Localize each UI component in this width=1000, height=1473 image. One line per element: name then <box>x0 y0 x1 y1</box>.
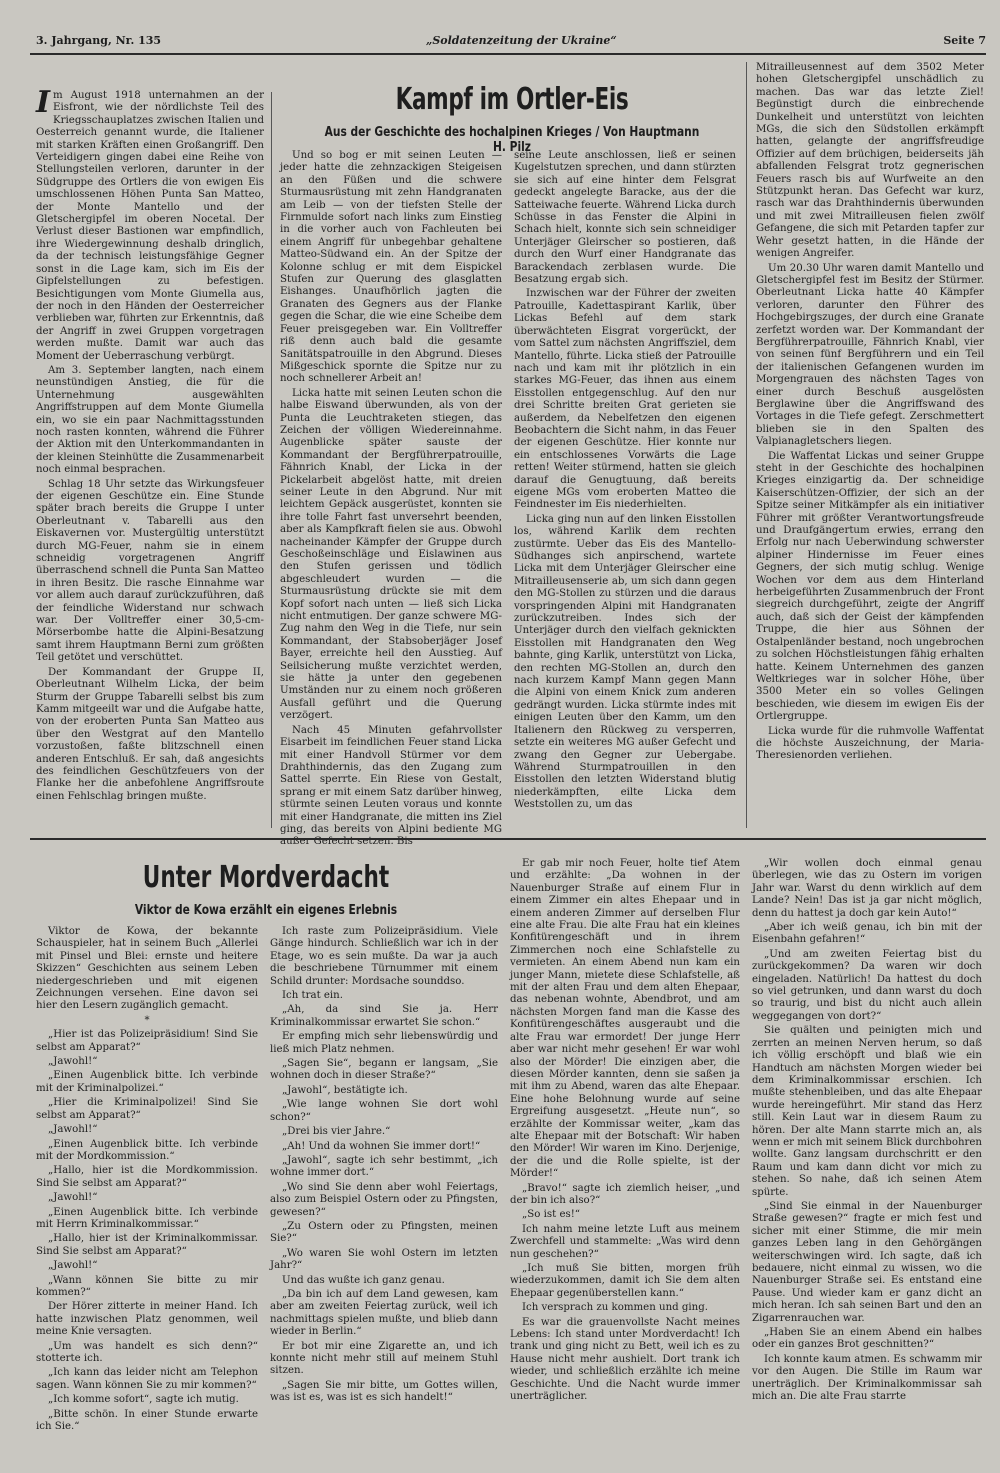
article1-col3-p0: seine Leute anschlossen, ließ er seinen Kugelstutzen sprechen, und dann stürzten sie sich auf eine hinter dem Felsgrat gedeckt angelegte Baracke, aus der die Satteiwache feuerte. Während Licka durch Schüsse in das Fenster die Alpini in Schach hielt, konnte sich sein schneidiger Unterjäger Gleirscher so postieren, daß durch den Wurf einer Handgranate das Barackendach zerblasen wurde. Die Besatzung ergab sich. <box>514 150 736 286</box>
article2-col2-p1: Ich trat ein. <box>282 990 343 1002</box>
article1-column-1 <box>36 85 264 830</box>
article2-col1-p16: „Ich kann das leider nicht am Telephon sagen. Wann können Sie zu mir kommen?“ <box>36 1367 258 1391</box>
article1-col4-p1: Um 20.30 Uhr waren damit Mantello und Gletschergipfel fest im Besitz der Stürmer. Oberleutnant Licka hatte 40 Kämpfer verloren, darunter den Führer des Hochgebirgszuges, der durch eine Granate zerfetzt worden war. Der Kommandant der Bergführerpatrouille, Fähnrich Knabl, vier von seinen fünf Bergführern und ein Teil der italienischen Gefangenen wurden im Morgengrauen des nächsten Tages von einer durch Beschuß ausgelösten Berglawine über die Angriffswand des Vortages in die Tiefe gefegt. Zerschmettert blieben sie in den Spalten des Valpianagletschers liegen. <box>756 262 984 448</box>
article2-col2-p16: „Sagen Sie mir bitte, um Gottes willen, was ist es, was ist es sich handelt!“ <box>270 1379 498 1404</box>
article2-col1-p6: „Jawohl!“ <box>48 1124 98 1136</box>
article2-col1-p18: „Bitte schön. In einer Stunde erwarte ich Sie.“ <box>36 1408 258 1433</box>
article1-col3-p2: Licka ging nun auf den linken Eisstollen los, während Karlik dem rechten zustürmte. Ueber das Eis des Mantello-Südhanges sich anpirschend, wartete Licka mit dem Unterjäger Gleirscher eine Mitrailleusenserie ab, um sich dann gegen den MG-Stollen zu stürzen und die daraus vorspringenden Alpini mit Handgranaten zurückzutreiben. Indes sich der Unterjäger durch den vielfach geknickten Eisstollen mit Handgranaten den Weg bahnte, ging Karlik, unterstützt von Licka, den rechten MG-Stollen an, durch den nach kurzem Kampf Mann gegen Mann die Alpini von einem Knick zum anderen gedrängt wurden. Licka stürmte indes mit einigen Leuten über den Kamm, um den Italienern den Rückweg zu versperren, setzte ein weiteres MG außer Gefecht und zwang den Gegner zur Uebergabe. Während Sturmpatrouillen in den Eisstollen den letzten Widerstand blutig niederkämpften, eilte Licka dem Weststollen zu, um das <box>514 513 736 811</box>
article2-col4-p3: Sie quälten und peinigten mich und zerrten an meinen Nerven herum, so daß ich völlig erschöpft und blaß wie ein Handtuch am nächsten Morgen wieder bei dem Kriminalkommissar erschien. Ich mußte stehenbleiben, und das alte Ehepaar wurde hereingeführt. Mir stand das Herz still. Kein Laut war in diesem Raum zu hören. Der alte Mann starrte mich an, als wenn er mich mit seinem Blick durchbohren wollte. Ganz langsam durchschritt er den Raum und kam dann dicht vor mich zu stehen. So nahe, daß ich seinen Atem spürte. <box>752 1025 982 1198</box>
article2-col3-p3: Ich nahm meine letzte Luft aus meinem Zwerchfell und stammelte: „Was wird denn nun geschehen?“ <box>510 1223 740 1260</box>
page-number: Seite 7 <box>943 34 986 47</box>
article1-column-3 <box>514 150 736 830</box>
article2-col2-p5: „Jawohl“, bestätigte ich. <box>282 1084 408 1096</box>
article1-col2-p2: Nach 45 Minuten gefahrvollster Eisarbeit im feindlichen Feuer stand Licka mit einer Handvoll Stürmer vor dem Drahthindernis, das den Zugang zum Sattel sperrte. Ein Riese von Gestalt, sprang er mit einem Satz darüber hinweg, stürmte seinen Leuten voraus und konnte mit einer Handgranate, die mitten ins Ziel ging, das bereits von Alpini bediente MG außer Gefecht setzen. Bis <box>280 724 502 848</box>
article2-col3-p0: Er gab mir noch Feuer, holte tief Atem und erzählte: „Da wohnen in der Nauenburger Straße auf einem Flur in einem Zimmer ein altes Ehepaar und in einem anderen Zimmer auf derselben Flur eine alte Frau. Die alte Frau hat ein kleines Konfitürengeschäft und in ihrem Zimmerchen noch eine Schlafstelle zu vermieten. An einem Abend nun kam ein junger Mann, mietete diese Schlafstelle, aß mit der alten Frau und dem alten Ehepaar, das nebenan wohnte, Abendbrot, und am nächsten Morgen fand man die Kasse des Konfitürengeschäftes ausgeraubt und die alte Frau war ermordet! Der junge Herr aber war nicht mehr gesehen! Er war wohl also der Mörder! Die einzigen aber, die diesen Mörder kannten, denn sie saßen ja mit ihm zu Abend, waren das alte Ehepaar. Eine hohe Belohnung wurde auf seine Ergreifung ausgesetzt. „Heute nun“, so erzählte der Kommissar weiter, „kam das alte Ehepaar mit der Botschaft: Wir haben den Mörder! Wir waren im Kino. Derjenige, der die und die Rolle spielte, ist der Mörder!“ <box>510 858 740 1180</box>
article2-col1-p4: „Einen Augenblick bitte. Ich verbinde mit der Kriminalpolizei.“ <box>36 1070 258 1094</box>
article2-col1-p5: „Hier die Kriminalpolizei! Sind Sie selbst am Apparat?“ <box>36 1097 258 1121</box>
article1-title: Kampf im Ortler-Eis <box>395 82 629 117</box>
article2-col3-p2: „So ist es!“ <box>522 1209 581 1221</box>
article2-col4-p6: Ich konnte kaum atmen. Es schwamm mir vor den Augen. Die Stille im Raum war unerträglich. Der Kriminalkommissar sah mich an. Die alte Frau starrte <box>752 1353 982 1403</box>
article2-col1-p2: „Hier ist das Polizeipräsidium! Sind Sie selbst am Apparat?“ <box>36 1029 258 1053</box>
article2-col3-p1: „Bravo!“ sagte ich ziemlich heiser, „und der bin ich also?“ <box>510 1182 740 1206</box>
header-rule <box>30 53 986 55</box>
drop-cap: I <box>36 85 51 120</box>
article2-col1-p11: „Hallo, hier ist der Kriminalkommissar. Sind Sie selbst am Apparat?“ <box>36 1233 258 1257</box>
article1-column-2 <box>280 150 502 848</box>
column-divider <box>746 62 747 828</box>
article2-col2-p11: „Zu Ostern oder zu Pfingsten, meinen Sie?“ <box>270 1220 498 1245</box>
article1-col1-p0: m August 1918 unternahmen an der Eisfront, wie der nördlichste Teil des Kriegsschauplatzes zwischen Italien und Oesterreich genannt wurde, die Italiener mit starken Kräften einen Großangriff. Den Verteidigern gingen dabei eine Reihe von Stellungsteilen verloren, darunter in der Südgruppe des Ortlers die von ewigen Eis umschlossenen Höhen Punta San Matteo, der Monte Mantello und der Gletschergipfel im oberen Nocetal. Der Verlust dieser Bastionen war empfindlich, ihre Wiedergewinnung deshalb dringlich, da der technisch leistungsfähige Gegner sonst in die Lage kam, sich im Eis der Gipfelstellungen zu befestigen. Besichtigungen vom Monte Giumella aus, der noch in den Händen der Oesterreicher verblieben war, führten zur Erkenntnis, daß der Angriff in zwei Gruppen vorgetragen werden mußte. Damit war auch das Moment der Ueberraschung verbürgt. <box>36 90 264 362</box>
article2-column-1 <box>36 926 258 1456</box>
article2-col4-p4: „Sind Sie einmal in der Nauenburger Straße gewesen?“ fragte er mich fest und sicher mit einer Stimme, die mir mein ganzes Leben lang in den Gehörgängen weiterschwingen wird. Ich sagte, daß ich bedauere, nicht einmal zu wissen, wo die Nauenburger Straße sei. Es entstand eine Pause. Und wieder kam er ganz dicht an mich heran. Ich sah seinen Bart und den an Zigarrenrauchen war. <box>752 1200 982 1324</box>
article2-col2-p12: „Wo waren Sie wohl Ostern im letzten Jahr?“ <box>270 1247 498 1272</box>
article1-col1-p1: Am 3. September langten, nach einem neunstündigen Anstieg, die für die Unternehmung ausgewählten Angriffstruppen auf dem Monte Giumella ein, wo sie ein paar Nachmittagsstunden noch rasten konnten, während die Führer der Aktion mit den Unterkommandanten in der kleinen Steinhütte die Zusammenarbeit noch einmal besprachen. <box>36 364 264 476</box>
article2-col4-p2: „Und am zweiten Feiertag bist du zurückgekommen? Da waren wir doch eingeladen. Natürlich! Da hattest du doch so viel getrunken, und dann warst du doch so traurig, und bist du nicht auch allein weggegangen von dort?“ <box>752 948 982 1022</box>
article2-col2-p0: Ich raste zum Polizeipräsidium. Viele Gänge hindurch. Schließlich war ich in der Etage, wo es sein mußte. Da war ja auch die beschriebene Türnummer mit einem Schild drunter: Mordsache sounddso. <box>270 926 498 987</box>
article2-col1-p15: „Um was handelt es sich denn?“ stotterte ich. <box>36 1340 258 1364</box>
article1-col1-p0-wrap <box>36 85 264 363</box>
issue-number: 3. Jahrgang, Nr. 135 <box>36 34 162 47</box>
article1-col1-p3: Der Kommandant der Gruppe II, Oberleutnant Wilhelm Licka, der beim Sturm der Gruppe Tabarelli selbst bis zum Kamm mitgeeilt war und die Aufgabe hatte, von der eroberten Punta San Matteo aus über den Westgrat auf den Mantello vorzustoßen, faßte blitzschnell einen anderen Entschluß. Er sah, daß angesichts des feindlichen Geschützfeuers von der Flanke her die anbefohlene Angriffsroute einen Fehlschlag bringen mußte. <box>36 666 264 802</box>
article2-col1-p9: „Jawohl!“ <box>48 1192 98 1204</box>
article2-column-3 <box>510 858 740 1456</box>
article2-col2-p15: Er bot mir eine Zigarette an, und ich konnte nicht mehr still auf meinem Stuhl sitzen. <box>270 1340 498 1377</box>
article1-col4-p2: Die Waffentat Lickas und seiner Gruppe steht in der Geschichte des hochalpinen Krieges einzigartig da. Der schneidige Kaiserschützen-Offizier, der sich an der Spitze seiner Mitkämpfer als ein initiativer Führer mit größter Verantwortungsfreude und Draufgängertum erwies, errang den Erfolg nur nach Ueberwindung schwerster alpiner Hindernisse im Feuer eines Gegners, der sich mutig schlug. Wenige Wochen vor dem aus dem Hinterland herbeigeführten Zusammenbruch der Front siegreich durchgeführt, zeigte der Angriff auch, daß sich der Geist der kämpfenden Truppe, die hier aus Söhnen der Ostalpenländer bestand, noch ungebrochen zu solchen Höchstleistungen fähig erhalten hatte. Keinem Unternehmen des ganzen Weltkrieges war in solcher Höhe, über 3500 Meter ein so volles Gelingen beschieden, wie diesem im ewigen Eis der Ortlergruppe. <box>756 450 984 723</box>
article1-col4-p3: Licka wurde für die ruhmvolle Waffentat die höchste Auszeichnung, der Maria-Theresienorden verliehen. <box>756 725 984 762</box>
article2-col1-p0: Viktor de Kowa, der bekannte Schauspieler, hat in seinem Buch „Allerlei mit Pinsel und Blei: ernste und heitere Skizzen“ Geschichten aus seinem Leben niedergeschrieben und mit eigenen Zeichnungen versehen. Eine davon sei hier den Lesern zugänglich gemacht. <box>36 926 258 1012</box>
article2-col4-p1: „Aber ich weiß genau, ich bin mit der Eisenbahn gefahren!“ <box>752 922 982 946</box>
article2-col2-p13: Und das wußte ich ganz genau. <box>282 1274 445 1286</box>
article2-col2-p4: „Sagen Sie“, begann er langsam, „Sie wohnen doch in dieser Straße?“ <box>270 1058 498 1082</box>
article2-col1-p17: „Ich komme sofort“, sagte ich mutig. <box>48 1394 239 1406</box>
article2-col2-p2: „Ah, da sind Sie ja. Herr Kriminalkommissar erwartet Sie schon.“ <box>270 1004 498 1028</box>
article2-col1-p1: * <box>144 1014 150 1026</box>
article1-column-4 <box>756 62 984 830</box>
page-header <box>36 34 986 52</box>
article2-col3-p6: Es war die grauenvollste Nacht meines Lebens: Ich stand unter Mordverdacht! Ich trank und ging nicht zu Bett, weil ich es zu Hause nicht mehr aushielt. Dort trank ich wieder, und schließlich erzählte ich meine Geschichte. Und die Nacht wurde immer unerträglicher. <box>510 1316 740 1403</box>
article2-column-4 <box>752 858 982 1456</box>
article2-col3-p4: „Ich muß Sie bitten, morgen früh wiederzukommen, damit ich Sie dem alten Ehepaar gegenüberstellen kann.“ <box>510 1263 740 1299</box>
article1-col3-p1: Inzwischen war der Führer der zweiten Patrouille, Kadettaspirant Karlik, über Lickas Befehl auf dem stark überwächteten Eisgrat vorgerückt, der vom Sattel zum nächsten Angriffsziel, dem Mantello, führte. Licka stieß der Patrouille nach und kam mit ihr plötzlich in ein starkes MG-Feuer, das ihnen aus einem Eisstollen entgegenschlug. Auf den nur drei Schritte breiten Grat gerieten sie außerdem, da Nebelfetzen den eigenen Beobachtern die Sicht nahm, in das Feuer der eigenen Geschütze. Hier konnte nur ein entschlossenes Vorwärts die Lage retten! Weiter stürmend, hatten sie gleich darauf die Genugtuung, daß bereits eigene MGs vom eroberten Matteo die Feindnester im Eis niederhielten. <box>514 288 736 511</box>
article2-col2-p3: Er empfing mich sehr liebenswürdig und ließ mich Platz nehmen. <box>270 1031 498 1055</box>
article2-col2-p9: „Jawohl“, sagte ich sehr bestimmt, „ich wohne immer dort.“ <box>270 1154 498 1179</box>
article2-col1-p10: „Einen Augenblick bitte. Ich verbinde mit Herrn Kriminalkommissar.“ <box>36 1206 258 1230</box>
article2-col1-p14: Der Hörer zitterte in meiner Hand. Ich hatte inzwischen Platz genommen, weil meine Knie versagten. <box>36 1301 258 1338</box>
article2-col2-p10: „Wo sind Sie denn aber wohl Feiertags, also zum Beispiel Ostern oder zu Pfingsten, gewesen?“ <box>270 1181 498 1218</box>
article1-col1-p2: Schlag 18 Uhr setzte das Wirkungsfeuer der eigenen Geschütze ein. Eine Stunde später brach bereits die Gruppe I unter Oberleutnant v. Tabarelli aus den Eiskavernen vor. Mustergültig unterstützt durch MG-Feuer, nahm sie in einem schneidig vorgetragenen Angriff überraschend schnell die Punta San Matteo in ihren Besitz. Die rasche Einnahme war vor allem auch darauf zurückzuführen, daß der feindliche Widerstand nur schwach war. Der Volltreffer einer 30,5-cm-Mörserbombe hatte die Alpini-Besatzung samt ihrem Hauptmann Berni zum größten Teil getötet und verschüttet. <box>36 478 264 664</box>
column-divider <box>271 92 272 828</box>
article2-col2-p14: „Da bin ich auf dem Land gewesen, kam aber am zweiten Feiertag zurück, weil ich nachmittags spielen mußte, und blieb dann wieder in Berlin.“ <box>270 1288 498 1338</box>
newspaper-name: „Soldatenzeitung der Ukraine“ <box>426 34 617 47</box>
article2-title: Unter Mordverdacht <box>142 860 390 895</box>
article2-subtitle: Viktor de Kowa erzählt ein eigenes Erlebnis <box>134 903 398 918</box>
article1-col4-p0: Mitrailleusennest auf dem 3502 Meter hohen Gletschergipfel unschädlich zu machen. Das war das letzte Ziel! Begünstigt durch die einbrechende Dunkelheit und unterstützt von leichten MGs, die sich den Südstollen erkämpft hatten, gelangte der angriffsfreudige Offizier auf dem brüchigen, beiderseits jäh abfallenden Felsgrat trotz gegnerischen Feuers rasch bis auf Wurfweite an den Stützpunkt heran. Das Gefecht war kurz, rasch war das Drahthindernis überwunden und mit zwei Mitrailleusen fielen zwölf Gefangene, die sich mit Petarden tapfer zur Wehr gesetzt hatten, in die Hände der wenigen Angreifer. <box>756 62 984 260</box>
article1-col2-p1: Licka hatte mit seinen Leuten schon die halbe Eiswand überwunden, als von der Punta die Leuchtraketen stiegen, das Zeichen der völligen Wiedereinnahme. Augenblicke später sauste der Kommandant der Bergführerpatrouille, Fähnrich Knabl, der Licka in der Pickelarbeit abgelöst hatte, mit dreien seiner Leute in den Abgrund. Nur mit leichtem Gepäck ausgerüstet, konnten sie ihre tolle Fahrt fast unversehrt beenden, aber als Kampfkraft fielen sie aus. Obwohl nacheinander Kämpfer der Gruppe durch Geschoßeinschläge und Eislawinen aus den Stufen gerissen und tödlich abgeschleudert wurden — die Sturmausrüstung drückte sie mit dem Kopf sofort nach unten — ließ sich Licka nicht entmutigen. Der ganze schwere MG-Zug nahm den Weg in die Tiefe, nur sein Kommandant, der Stabsoberjäger Josef Bayer, erreichte heil den Ausstieg. Auf Seilsicherung mußte verzichtet werden, sie hätte ja unter den gegebenen Umständen nur zu einem noch größeren Ausfall geführt und die Querung verzögert. <box>280 387 502 722</box>
article1-col2-p0: Und so bog er mit seinen Leuten — jeder hatte die zehnzackigen Steigeisen an den Füßen und die schwere Sturmausrüstung mit zehn Handgranaten am Leib — von der tiefsten Stelle der Firnmulde sofort nach links zum Einstieg in die vorher auch von Fachleuten bei einem Angriff für unbegehbar gehaltene Matteo-Südwand ein. An der Spitze der Kolonne schlug er mit dem Eispickel Stufen zur Querung des glasglatten Eishanges. Unaufhörlich jagten die Granaten des Gegners aus der Flanke gegen die Schar, die wie eine Scheibe dem Feuer preisgegeben war. Ein Volltreffer riß denn auch bald die gesamte Sanitätspatrouille in den Abgrund. Dieses Mißgeschick spornte die Spitze nur zu noch schnellerer Arbeit an! <box>280 150 502 385</box>
article2-col4-p0: „Wir wollen doch einmal genau überlegen, wie das zu Ostern im vorigen Jahr war. Warst du denn wirklich auf dem Lande? Nein! Das ist ja gar nicht möglich, denn du hattest ja doch gar kein Auto!“ <box>752 858 982 919</box>
article2-col1-p8: „Hallo, hier ist die Mordkommission. Sind Sie selbst am Apparat?“ <box>36 1165 258 1189</box>
article2-col1-p7: „Einen Augenblick bitte. Ich verbinde mit der Mordkommission.“ <box>36 1138 258 1162</box>
article-separator <box>30 838 986 840</box>
article2-col2-p6: „Wie lange wohnen Sie dort wohl schon?“ <box>270 1099 498 1123</box>
article2-col1-p12: „Jawohl!“ <box>48 1260 98 1272</box>
article2-col2-p8: „Ah! Und da wohnen Sie immer dort!“ <box>282 1140 481 1152</box>
article2-column-2 <box>270 926 498 1456</box>
article2-col1-p3: „Jawohl!“ <box>48 1056 98 1068</box>
article1-subtitle: Aus der Geschichte des hochalpinen Krieges / Von Hauptmann H. Pilz <box>324 125 700 155</box>
article2-col3-p5: Ich versprach zu kommen und ging. <box>522 1302 708 1314</box>
article2-col1-p13: „Wann können Sie bitte zu mir kommen?“ <box>36 1274 258 1298</box>
article2-col2-p7: „Drei bis vier Jahre.“ <box>282 1126 391 1138</box>
article2-col4-p5: „Haben Sie an einem Abend ein halbes oder ein ganzes Brot geschnitten?“ <box>752 1327 982 1351</box>
